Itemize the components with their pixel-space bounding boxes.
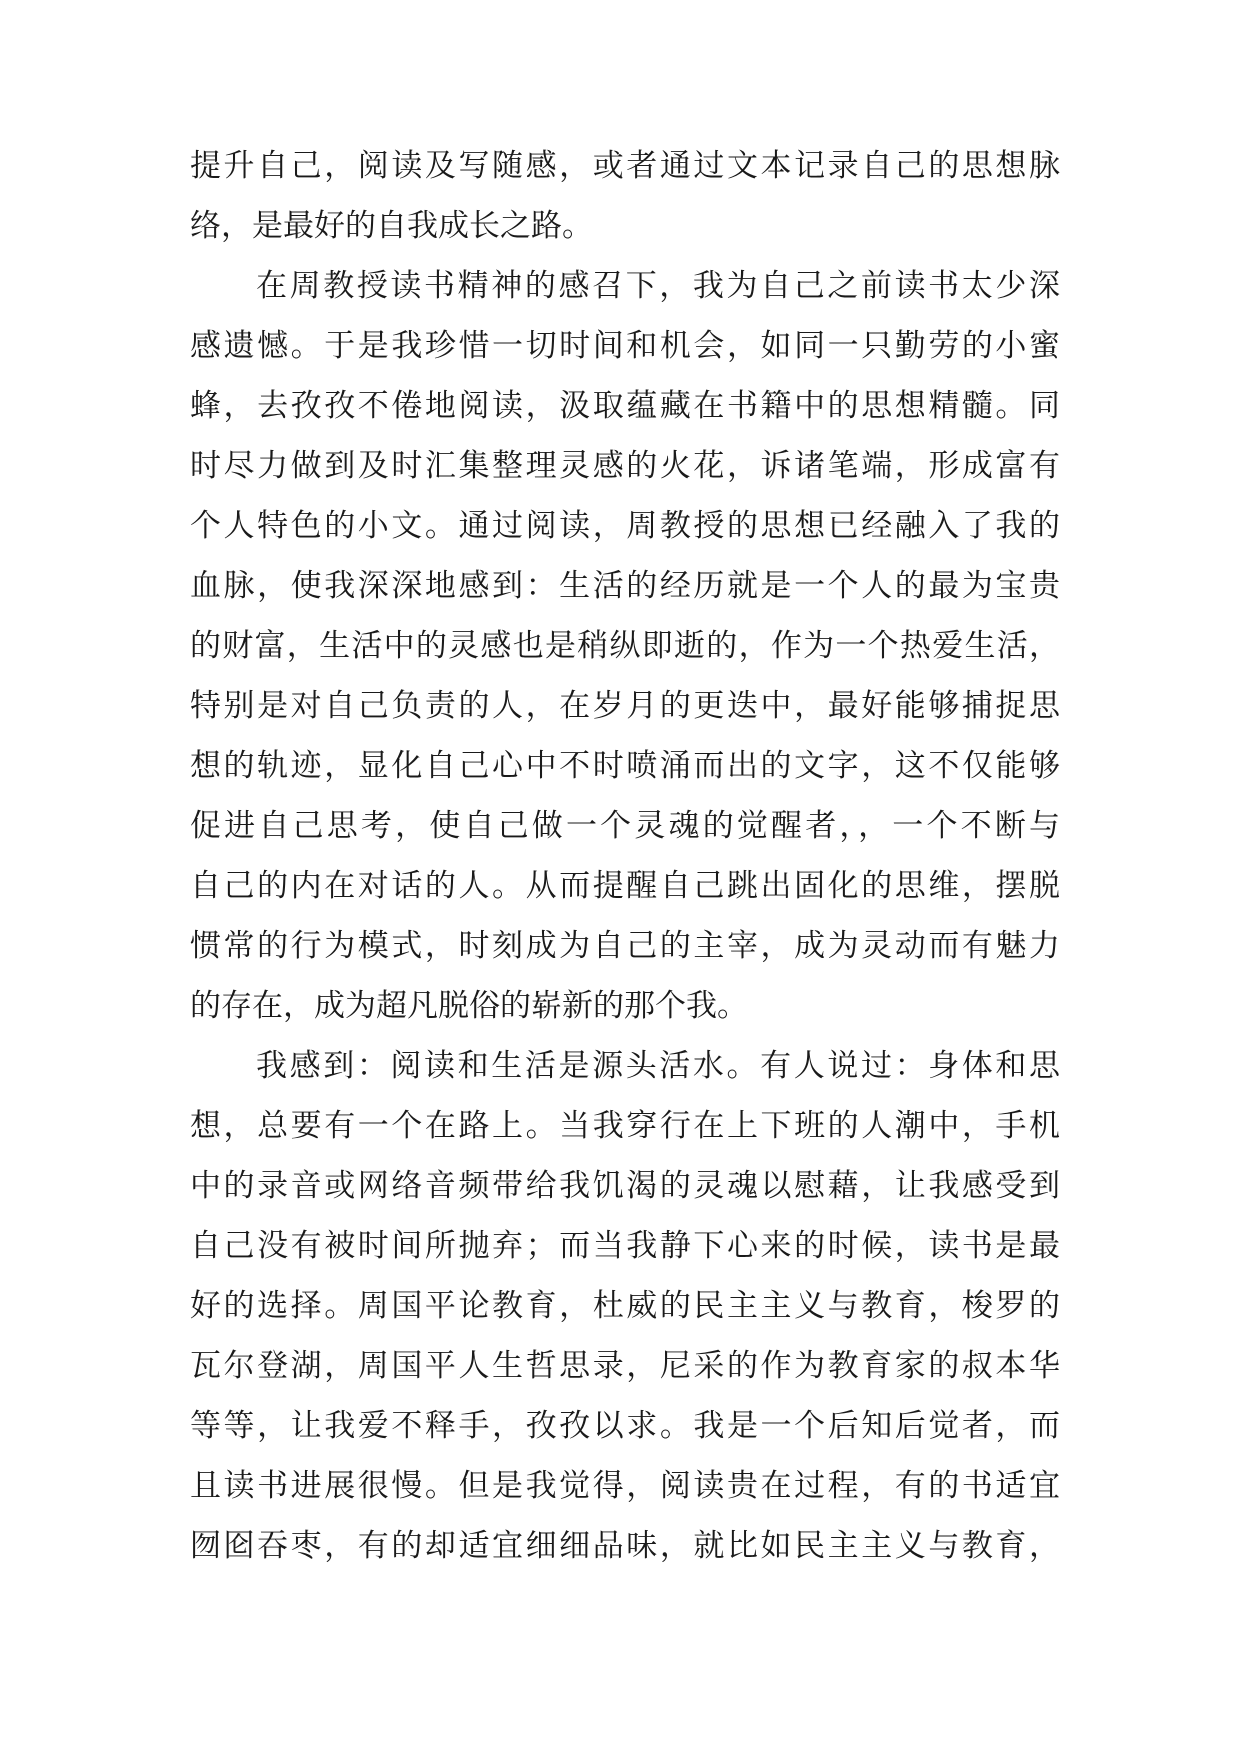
text-line: 想的轨迹，显化自己心中不时喷涌而出的文字，这不仅能够 [190, 748, 1060, 784]
text-line: 自己的内在对话的人。从而提醒自己跳出固化的思维，摆脱 [190, 868, 1060, 904]
text-line: 的存在，成为超凡脱俗的崭新的那个我。 [190, 988, 748, 1024]
text-line: 在周教授读书精神的感召下，我为自己之前读书太少深 [256, 268, 1060, 304]
text-line: 惯常的行为模式，时刻成为自己的主宰，成为灵动而有魅力 [190, 928, 1060, 964]
text-line: 时尽力做到及时汇集整理灵感的火花，诉诸笔端，形成富有 [190, 448, 1060, 484]
text-line: 络，是最好的自我成长之路。 [190, 208, 593, 244]
text-line: 的财富，生活中的灵感也是稍纵即逝的，作为一个热爱生活， [190, 628, 1060, 664]
text-line: 且读书进展很慢。但是我觉得，阅读贵在过程，有的书适宜 [190, 1468, 1060, 1504]
text-line: 等等，让我爱不释手，孜孜以求。我是一个后知后觉者，而 [190, 1408, 1060, 1444]
text-line: 好的选择。周国平论教育，杜威的民主主义与教育，梭罗的 [190, 1288, 1060, 1324]
text-line: 自己没有被时间所抛弃；而当我静下心来的时候，读书是最 [190, 1228, 1060, 1264]
text-line: 中的录音或网络音频带给我饥渴的灵魂以慰藉，让我感受到 [190, 1168, 1060, 1204]
text-line: 感遗憾。于是我珍惜一切时间和机会，如同一只勤劳的小蜜 [190, 328, 1060, 364]
text-line: 我感到：阅读和生活是源头活水。有人说过：身体和思 [256, 1048, 1060, 1084]
text-line: 血脉，使我深深地感到：生活的经历就是一个人的最为宝贵 [190, 568, 1060, 604]
text-line: 瓦尔登湖，周国平人生哲思录，尼采的作为教育家的叔本华 [190, 1348, 1060, 1384]
text-line: 促进自己思考，使自己做一个灵魂的觉醒者，，一个不断与 [190, 808, 1060, 844]
text-line: 提升自己，阅读及写随感，或者通过文本记录自己的思想脉 [190, 148, 1060, 184]
text-line: 想，总要有一个在路上。当我穿行在上下班的人潮中，手机 [190, 1108, 1060, 1144]
text-line: 囫囵吞枣，有的却适宜细细品味，就比如民主主义与教育， [190, 1528, 1060, 1564]
text-line: 个人特色的小文。通过阅读，周教授的思想已经融入了我的 [190, 508, 1060, 544]
text-line: 蜂，去孜孜不倦地阅读，汲取蕴藏在书籍中的思想精髓。同 [190, 388, 1060, 424]
text-line: 特别是对自己负责的人，在岁月的更迭中，最好能够捕捉思 [190, 688, 1060, 724]
